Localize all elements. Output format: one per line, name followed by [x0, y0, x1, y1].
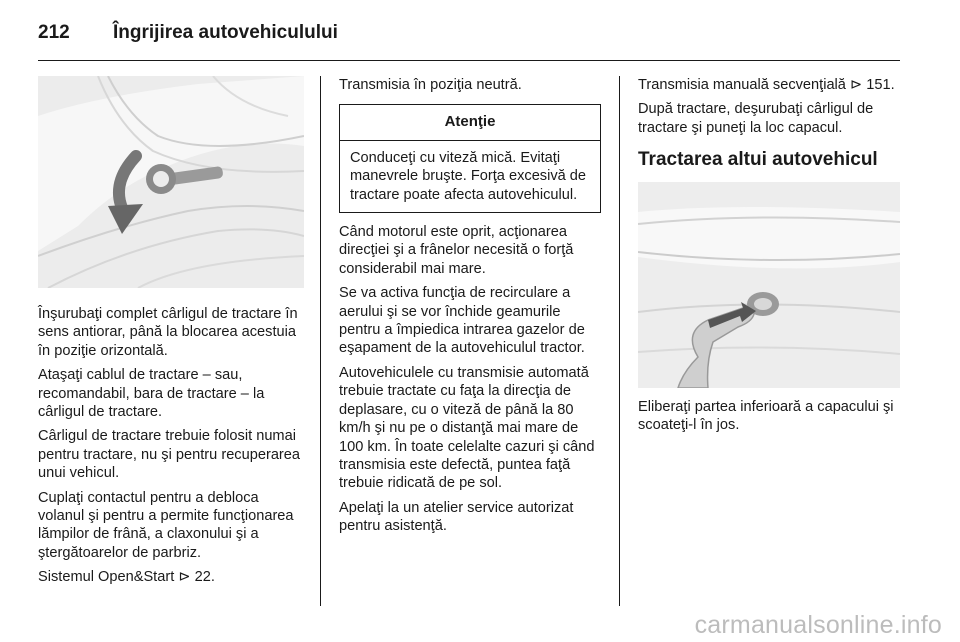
- page-number: 212: [38, 22, 70, 43]
- column-divider: [619, 76, 620, 606]
- column-3: [638, 76, 902, 440]
- column-divider: [320, 76, 321, 606]
- paragraph: Ataşaţi cablul de tractare – sau, recomandabil, bara de tractare – la cârligul de tractare.: [38, 367, 265, 421]
- warning-body: Conduceţi cu viteză mică. Evitaţi manevrele bruşte. Forţa excesivă de tractare poate afecta autovehiculul.: [350, 149, 587, 203]
- header-divider: [38, 60, 900, 61]
- page-header: [38, 22, 900, 62]
- paragraph: După tractare, deşurubaţi cârligul de tractare şi puneţi la loc capacul.: [638, 101, 874, 136]
- paragraph: Cuplaţi contactul pentru a debloca volanul şi pentru a permite funcţionarea lămpilor de frână, a claxonului şi a ştergătoarelor de parbriz.: [38, 489, 294, 561]
- paragraph: Când motorul este oprit, acţionarea direcţiei şi a frânelor necesită o forţă considerabil mai mare.: [339, 224, 574, 277]
- paragraph: Cârligul de tractare trebuie folosit numai pentru tractare, nu şi pentru recuperarea unui vehicul.: [38, 428, 301, 482]
- cross-reference: Transmisia manuală secvenţială ⊳ 151.: [638, 77, 895, 93]
- paragraph: Înşurubaţi complet cârligul de tractare în sens antiorar, până la blocarea acestuia în poziţie orizontală.: [38, 306, 298, 359]
- tow-hook-illustration-svg: [38, 76, 304, 288]
- page-title: Îngrijirea autovehiculului: [113, 22, 338, 43]
- watermark: carmanualsonline.info: [694, 611, 942, 639]
- warning-title: Atenţie: [340, 105, 600, 140]
- paragraph: Apelaţi la un atelier service autorizat pentru asistenţă.: [339, 499, 574, 535]
- paragraph: Transmisia în poziţia neutră.: [339, 77, 522, 93]
- paragraph: Eliberaţi partea inferioară a capacului şi scoateţi-l în jos.: [638, 398, 894, 434]
- warning-box: [339, 104, 601, 213]
- bumper-cover-illustration-svg: [638, 182, 900, 388]
- cross-reference: Sistemul Open&Start ⊳ 22.: [38, 569, 215, 586]
- tow-hook-illustration: [38, 76, 304, 288]
- paragraph: Se va activa funcţia de recirculare a aerului şi se vor închide geamurile pentru a împiedica intrarea gazelor de eşapament de la autovehiculul tractor.: [339, 285, 585, 357]
- column-2: [339, 76, 601, 542]
- paragraph: Autovehiculele cu transmisie automată trebuie tractate cu faţa la direcţia de deplasare, cu o viteză de până la 80 km/h şi nu pe o distanţă mai mare de 100 km. În toate celelalte cazuri şi când transmisia este defectă, puntea faţă trebuie ridicată de pe sol.: [339, 364, 595, 492]
- section-heading: Tractarea altui autovehicul: [638, 149, 878, 171]
- bumper-cover-illustration: [638, 182, 900, 388]
- column-1: [38, 76, 306, 593]
